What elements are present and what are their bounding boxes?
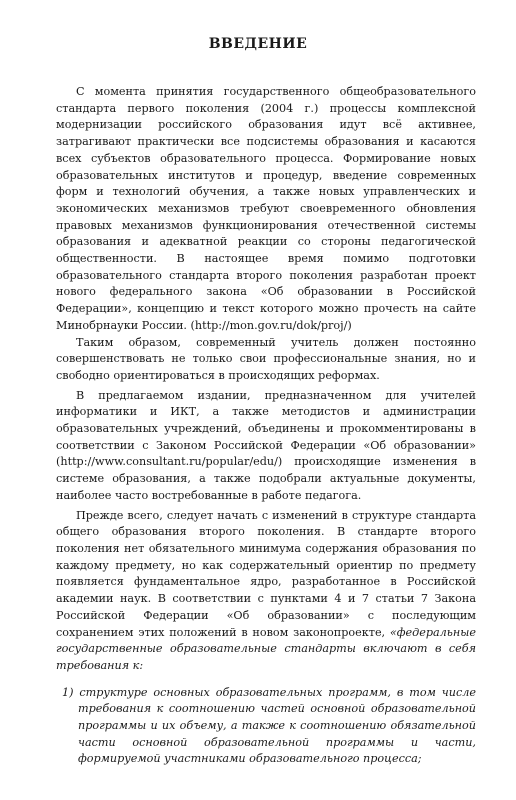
paragraph-2: Таким образом, современный учитель должен постоянно совершенствовать не только свои профессиональные знания, но и свободно ориентироваться в происходящих реформах. (56, 335, 476, 382)
requirements-list (56, 685, 476, 769)
paragraph-3: В предлагаемом издании, предназначенном для учителей информатики и ИКТ, а также методистов и администрации образовательных учреждений, объединены и прокомментированы в соответствии с Законом Российской Федерации «Об образовании» (http://www.consultant.ru/popular/edu/) происходящие изменения в системе образования, а также подобрали актуальные документы, наиболее часто востребованные в работе педагога. (56, 388, 476, 502)
list-item: 1) структуре основных образовательных программ, в том числе требования к соотношению частей основной образовательной программы и их объему, а также к соотношению обязательной части основной образовательной программы и части, формируемой участниками образовательного процесса; (62, 685, 476, 766)
paragraph-4 (56, 508, 476, 675)
body-text (56, 84, 476, 768)
page-title: ВВЕДЕНИЕ (208, 36, 308, 52)
paragraph-1: С момента принятия государственного общеобразовательного стандарта первого поколения (2004 г.) процессы комплексной модернизации российского образования идут всё активнее, затрагивают практически все подсистемы образования и касаются всех субъектов образовательного процесса. Формирование новых образовательных институтов и процедур, введение современных форм и технологий обучения, а также новых управленческих и экономических механизмов требуют своевременного обновления правовых механизмов функционирования отечественной системы образования и адекватной реакции со стороны педагогической общественности. В настоящее время помимо подготовки образовательного стандарта второго поколения разработан проект нового федерального закона «Об образовании в Российской Федерации», концепцию и текст которого можно прочесть на сайте Минобрнауки России. (http://mon.gov.ru/dok/proj/) (56, 85, 476, 332)
italic-quote: «федеральные государственные образовательные стандарты включают в себя требования к: (56, 625, 476, 672)
paragraph-4-text: Прежде всего, следует начать с изменений в структуре стандарта общего образования второго поколения. В стандарте второго поколения нет обязательного минимума содержания образования по каждому предмету, но как содержательный ориентир по предмету появляется фундаментальное ядро, разработанное в Российской академии наук. В соответствии с пунктами 4 и 7 статьи 7 Закона Российской Федерации «Об образовании» с последующим сохранением этих положений в новом законопроекте, (56, 508, 476, 639)
